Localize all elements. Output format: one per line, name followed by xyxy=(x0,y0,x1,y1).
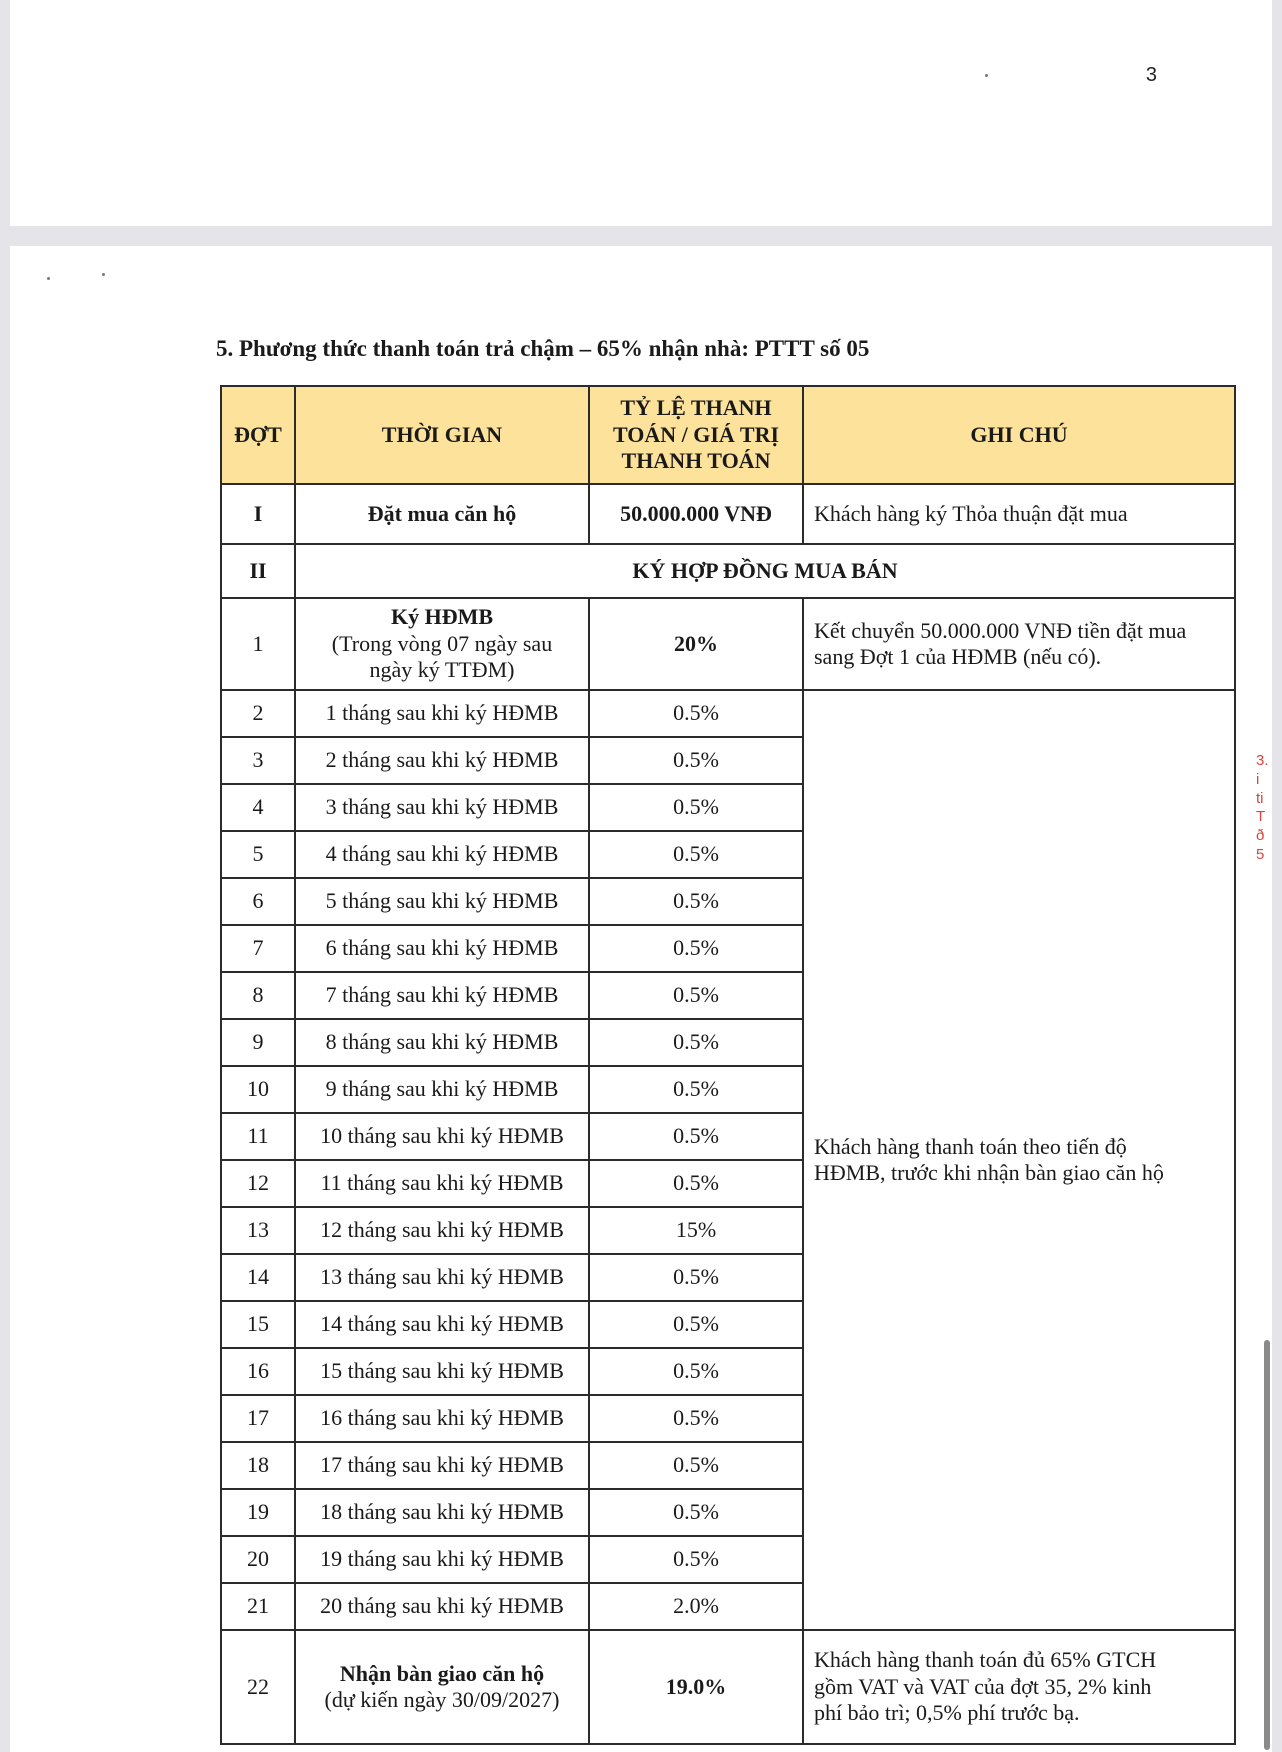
cell-thoi-gian: 5 tháng sau khi ký HĐMB xyxy=(295,878,589,925)
cell-ty-le: 0.5% xyxy=(589,831,803,878)
cell-thoi-gian: 14 tháng sau khi ký HĐMB xyxy=(295,1301,589,1348)
row-dot-1 xyxy=(221,598,1235,690)
cell-thoi-gian: 12 tháng sau khi ký HĐMB xyxy=(295,1207,589,1254)
cell-thoi-gian: 20 tháng sau khi ký HĐMB xyxy=(295,1583,589,1630)
cell-thoi-gian: 3 tháng sau khi ký HĐMB xyxy=(295,784,589,831)
payment-schedule-table xyxy=(220,385,1236,1745)
cell-ghi-chu-line: Khách hàng thanh toán theo tiến độ xyxy=(814,1133,1127,1159)
cell-dot: 5 xyxy=(221,831,295,878)
cell-thoi-gian: 11 tháng sau khi ký HĐMB xyxy=(295,1160,589,1207)
cell-ty-le: 0.5% xyxy=(589,1442,803,1489)
cell-thoi-gian: 9 tháng sau khi ký HĐMB xyxy=(295,1066,589,1113)
cell-ty-le: 0.5% xyxy=(589,690,803,737)
cell-thoi-gian: 6 tháng sau khi ký HĐMB xyxy=(295,925,589,972)
cell-dot: 11 xyxy=(221,1113,295,1160)
header-ty-le-line: TOÁN / GIÁ TRỊ xyxy=(612,421,780,447)
scan-speck xyxy=(102,273,105,276)
cell-ty-le: 0.5% xyxy=(589,1254,803,1301)
margin-mark: ð xyxy=(1256,827,1265,844)
cell-thoi-gian: 15 tháng sau khi ký HĐMB xyxy=(295,1348,589,1395)
cell-thoi-gian: 13 tháng sau khi ký HĐMB xyxy=(295,1254,589,1301)
cell-ty-le: 15% xyxy=(589,1207,803,1254)
cell-dot: 2 xyxy=(221,690,295,737)
cell-thoi-gian-line: ngày ký TTĐM) xyxy=(369,657,515,683)
cell-ty-le: 50.000.000 VNĐ xyxy=(589,484,803,544)
cell-ghi-chu: Khách hàng ký Thỏa thuận đặt mua xyxy=(803,484,1235,544)
cell-dot: II xyxy=(221,544,295,598)
scrollbar[interactable] xyxy=(1264,1340,1270,1750)
cell-thoi-gian: 1 tháng sau khi ký HĐMB xyxy=(295,690,589,737)
cell-ghi-chu-line: Khách hàng thanh toán đủ 65% GTCH xyxy=(814,1647,1157,1673)
cell-dot: 1 xyxy=(221,598,295,690)
cell-thoi-gian-line: Nhận bàn giao căn hộ xyxy=(339,1660,545,1686)
margin-mark: 3. xyxy=(1256,752,1269,769)
cell-ty-le: 0.5% xyxy=(589,1019,803,1066)
cell-thoi-gian: 17 tháng sau khi ký HĐMB xyxy=(295,1442,589,1489)
cell-ty-le: 0.5% xyxy=(589,925,803,972)
cell-thoi-gian: 19 tháng sau khi ký HĐMB xyxy=(295,1536,589,1583)
cell-dot: 19 xyxy=(221,1489,295,1536)
cell-dot: 3 xyxy=(221,737,295,784)
row-dot-i xyxy=(221,484,1235,544)
cell-ty-le: 0.5% xyxy=(589,972,803,1019)
cell-dot: 17 xyxy=(221,1395,295,1442)
margin-mark: ti xyxy=(1256,789,1264,807)
cell-thoi-gian: 2 tháng sau khi ký HĐMB xyxy=(295,737,589,784)
header-dot: ĐỢT xyxy=(221,386,295,484)
cell-ghi-chu-line: Kết chuyển 50.000.000 VNĐ tiền đặt mua xyxy=(814,617,1187,643)
cell-ty-le: 0.5% xyxy=(589,1489,803,1536)
cell-ty-le: 0.5% xyxy=(589,1160,803,1207)
cell-thoi-gian: 7 tháng sau khi ký HĐMB xyxy=(295,972,589,1019)
scan-speck xyxy=(47,277,50,280)
cell-thoi-gian: 18 tháng sau khi ký HĐMB xyxy=(295,1489,589,1536)
table-header-row xyxy=(221,386,1235,484)
cell-ty-le: 0.5% xyxy=(589,1395,803,1442)
cell-thoi-gian xyxy=(295,598,589,690)
cell-thoi-gian xyxy=(295,1630,589,1744)
cell-ghi-chu xyxy=(803,1630,1235,1744)
previous-page xyxy=(10,0,1272,226)
cell-ghi-chu-line: sang Đợt 1 của HĐMB (nếu có). xyxy=(814,644,1102,669)
cell-thoi-gian: 8 tháng sau khi ký HĐMB xyxy=(295,1019,589,1066)
header-ty-le xyxy=(589,386,803,484)
cell-ghi-chu-line: gồm VAT và VAT của đợt 35, 2% kinh xyxy=(814,1673,1152,1699)
cell-dot: 14 xyxy=(221,1254,295,1301)
cell-ghi-chu-installments xyxy=(803,690,1235,1630)
cell-ty-le: 0.5% xyxy=(589,878,803,925)
cell-dot: 18 xyxy=(221,1442,295,1489)
cell-dot: 8 xyxy=(221,972,295,1019)
cell-ty-le: 0.5% xyxy=(589,1113,803,1160)
row-dot-22 xyxy=(221,1630,1235,1744)
table-row xyxy=(221,690,1235,737)
header-ty-le-line: THANH TOÁN xyxy=(621,448,771,474)
cell-ty-le: 0.5% xyxy=(589,737,803,784)
cell-thoi-gian-line: (Trong vòng 07 ngày sau xyxy=(331,630,553,656)
header-thoi-gian: THỜI GIAN xyxy=(295,386,589,484)
cell-ty-le: 2.0% xyxy=(589,1583,803,1630)
cell-dot: 20 xyxy=(221,1536,295,1583)
cell-ghi-chu-line: HĐMB, trước khi nhận bàn giao căn hộ xyxy=(814,1160,1164,1185)
cell-thoi-gian: 16 tháng sau khi ký HĐMB xyxy=(295,1395,589,1442)
cell-dot: 7 xyxy=(221,925,295,972)
cell-thoi-gian-line: Ký HĐMB xyxy=(390,604,494,630)
cell-dot: 12 xyxy=(221,1160,295,1207)
cell-ghi-chu xyxy=(803,598,1235,690)
cell-thoi-gian-line: (dự kiến ngày 30/09/2027) xyxy=(324,1687,560,1712)
cell-ty-le: 0.5% xyxy=(589,1536,803,1583)
cell-ty-le: 0.5% xyxy=(589,784,803,831)
row-dot-ii xyxy=(221,544,1235,598)
section-heading: 5. Phương thức thanh toán trả chậm – 65% nhận nhà: PTTT số 05 xyxy=(216,336,870,361)
cell-thoi-gian: 10 tháng sau khi ký HĐMB xyxy=(295,1113,589,1160)
cell-dot: 15 xyxy=(221,1301,295,1348)
cell-dot: I xyxy=(221,484,295,544)
cell-thoi-gian: 4 tháng sau khi ký HĐMB xyxy=(295,831,589,878)
cell-thoi-gian: Đặt mua căn hộ xyxy=(295,484,589,544)
margin-mark: 5 xyxy=(1256,845,1265,863)
scan-speck xyxy=(985,74,988,77)
cell-ty-le: 0.5% xyxy=(589,1301,803,1348)
header-ty-le-line: TỶ LỆ THANH xyxy=(620,395,772,421)
cell-ty-le: 19.0% xyxy=(589,1630,803,1744)
cell-dot: 4 xyxy=(221,784,295,831)
header-ghi-chu: GHI CHÚ xyxy=(803,386,1235,484)
page-number: 3 xyxy=(1145,64,1157,86)
cell-dot: 16 xyxy=(221,1348,295,1395)
cell-ty-le: 0.5% xyxy=(589,1066,803,1113)
cell-dot: 21 xyxy=(221,1583,295,1630)
margin-mark: T xyxy=(1256,808,1266,826)
cell-ty-le: 20% xyxy=(589,598,803,690)
cell-dot: 6 xyxy=(221,878,295,925)
cell-dot: 13 xyxy=(221,1207,295,1254)
cell-ty-le: 0.5% xyxy=(589,1348,803,1395)
cell-ghi-chu-line: phí bảo trì; 0,5% phí trước bạ. xyxy=(814,1700,1080,1726)
cell-dot: 9 xyxy=(221,1019,295,1066)
margin-stamp-marks xyxy=(1256,752,1274,865)
margin-mark: i xyxy=(1256,770,1260,788)
cell-section-title: KÝ HỢP ĐỒNG MUA BÁN xyxy=(295,544,1235,598)
cell-dot: 10 xyxy=(221,1066,295,1113)
cell-dot: 22 xyxy=(221,1630,295,1744)
